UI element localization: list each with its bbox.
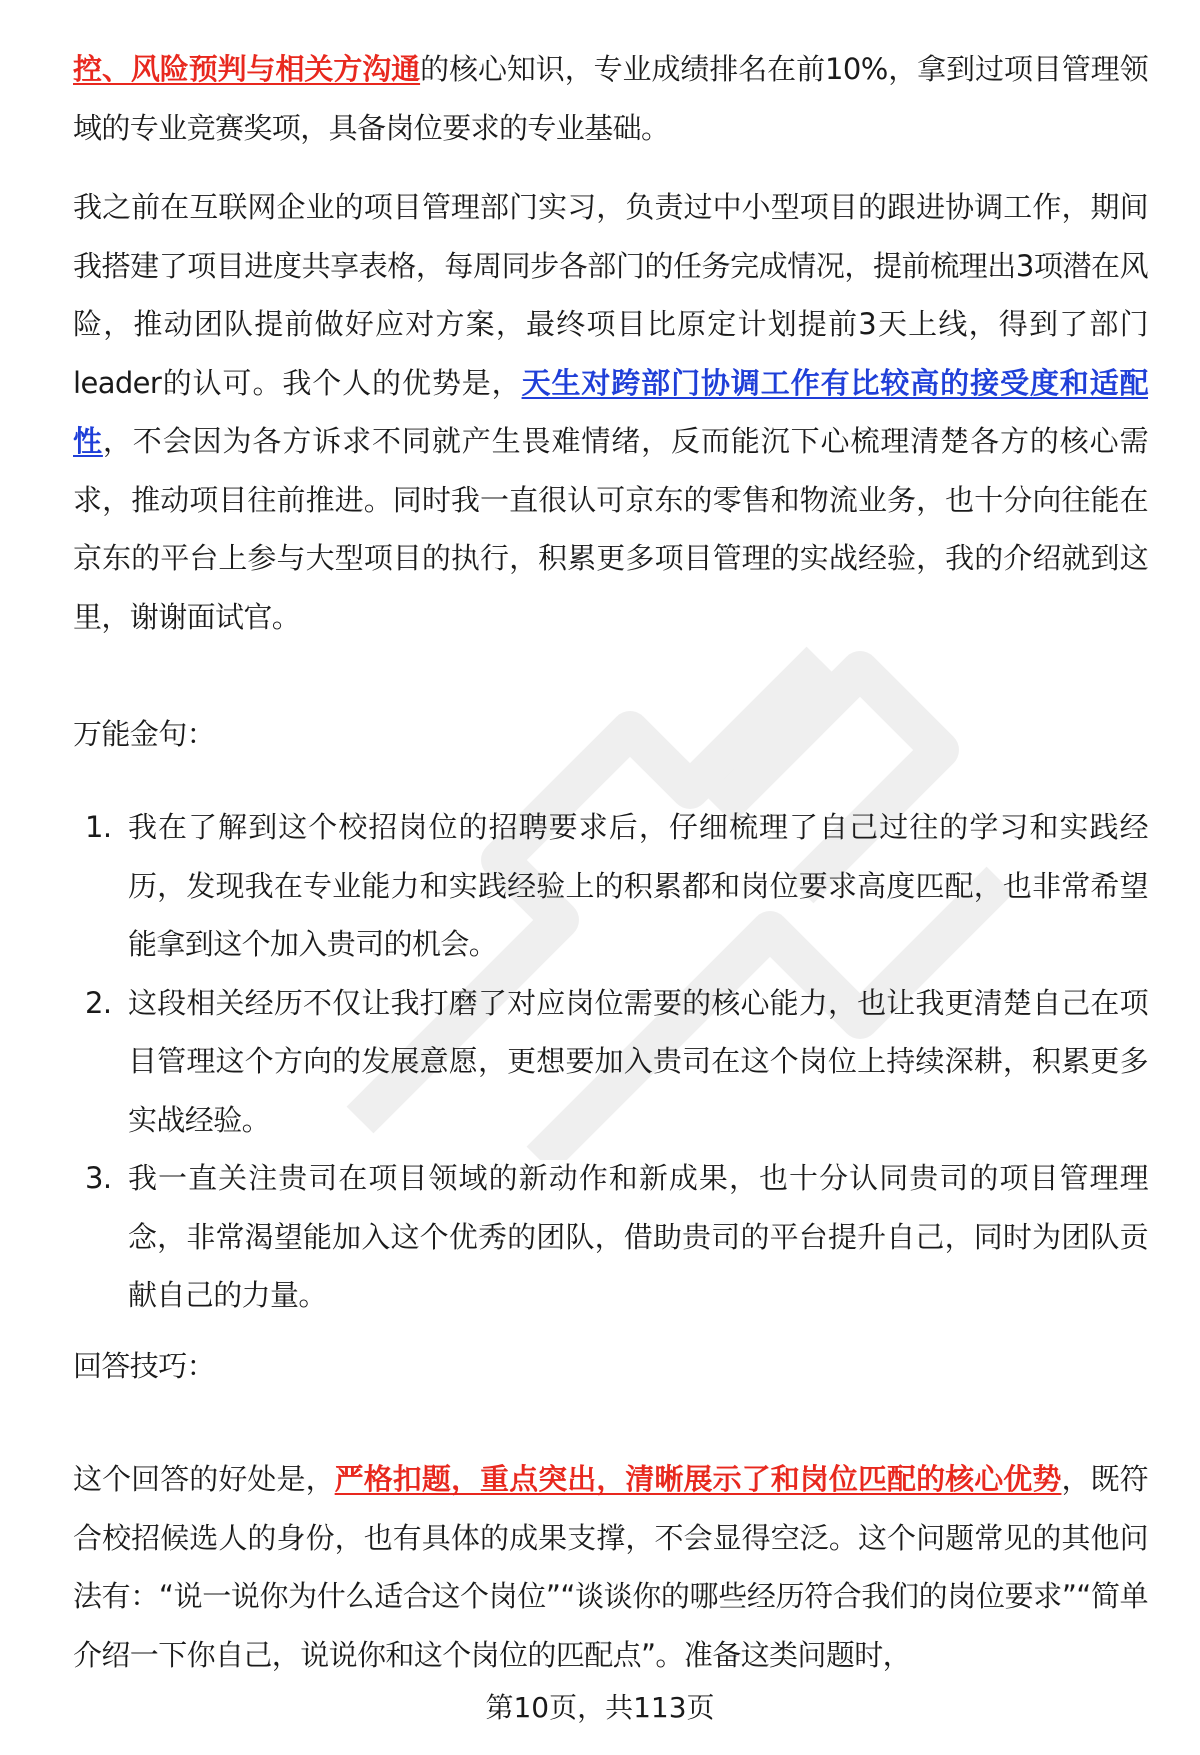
list-number: 2.: [85, 985, 112, 1020]
paragraph-text: ，既符合校招候选人的身份，也有具体的成果支撑，不会显得空泛。这个问题常见的其他问法有：“说一说你为什么适合这个岗位”“谈谈你的哪些经历符合我们的岗位要求”“简单介绍一下你自己，说说你和这个岗位的匹配点”。准备这类问题时，: [73, 1462, 1148, 1672]
highlight-personal-advantage: 天生对跨部门协调工作有比较高的接受度和适配性: [73, 365, 1148, 458]
highlight-answer-benefit: 严格扣题，重点突出，清晰展示了和岗位匹配的核心优势: [334, 1462, 1062, 1496]
page-number-footer: 第10页，共113页: [485, 1691, 715, 1724]
list-item: [73, 974, 1148, 1150]
list-item: [73, 1149, 1148, 1325]
paragraph-internship-experience: [73, 178, 1148, 646]
list-item-text: 这段相关经历不仅让我打磨了对应岗位需要的核心能力，也让我更清楚自己在项目管理这个方向的发展意愿，更想要加入贵司在这个岗位上持续深耕，积累更多实战经验。: [128, 985, 1148, 1137]
golden-sentence-list: [73, 798, 1148, 1325]
list-number: 3.: [85, 1161, 112, 1195]
list-item-text: 我在了解到这个校招岗位的招聘要求后，仔细梳理了自己过往的学习和实践经历，发现我在专业能力和实践经验上的积累都和岗位要求高度匹配，也非常希望能拿到这个加入贵司的机会。: [128, 810, 1148, 961]
list-item: [73, 798, 1148, 974]
paragraph-professional-basis: [73, 40, 1148, 157]
paragraph-text: 这个回答的好处是，: [73, 1462, 335, 1496]
heading-golden-sentences: 万能金句：: [73, 717, 216, 751]
paragraph-answer-analysis: [73, 1450, 1148, 1684]
list-item-text: 我一直关注贵司在项目领域的新动作和新成果，也十分认同贵司的项目管理理念，非常渴望能加入这个优秀的团队，借助贵司的平台提升自己，同时为团队贡献自己的力量。: [128, 1161, 1148, 1312]
highlight-core-knowledge: 控、风险预判与相关方沟通: [73, 52, 421, 86]
paragraph-text: ，不会因为各方诉求不同就产生畏难情绪，反而能沉下心梳理清楚各方的核心需求，推动项目往前推进。同时我一直很认可京东的零售和物流业务，也十分向往能在京东的平台上参与大型项目的执行，积累更多项目管理的实战经验，我的介绍就到这里，谢谢面试官。: [73, 424, 1148, 634]
heading-answer-tips: 回答技巧：: [73, 1349, 216, 1383]
paragraph-text: 的核心知识，专业成绩排名在前10%，拿到过项目管理领域的专业竞赛奖项，具备岗位要求的专业基础。: [73, 52, 1148, 145]
paragraph-text: 我之前在互联网企业的项目管理部门实习，负责过中小型项目的跟进协调工作，期间我搭建了项目进度共享表格，每周同步各部门的任务完成情况，提前梳理出3项潜在风险，推动团队提前做好应对方案，最终项目比原定计划提前3天上线，得到了部门leader的认可。我个人的优势是，: [73, 190, 1148, 400]
list-number: 1.: [85, 810, 112, 844]
